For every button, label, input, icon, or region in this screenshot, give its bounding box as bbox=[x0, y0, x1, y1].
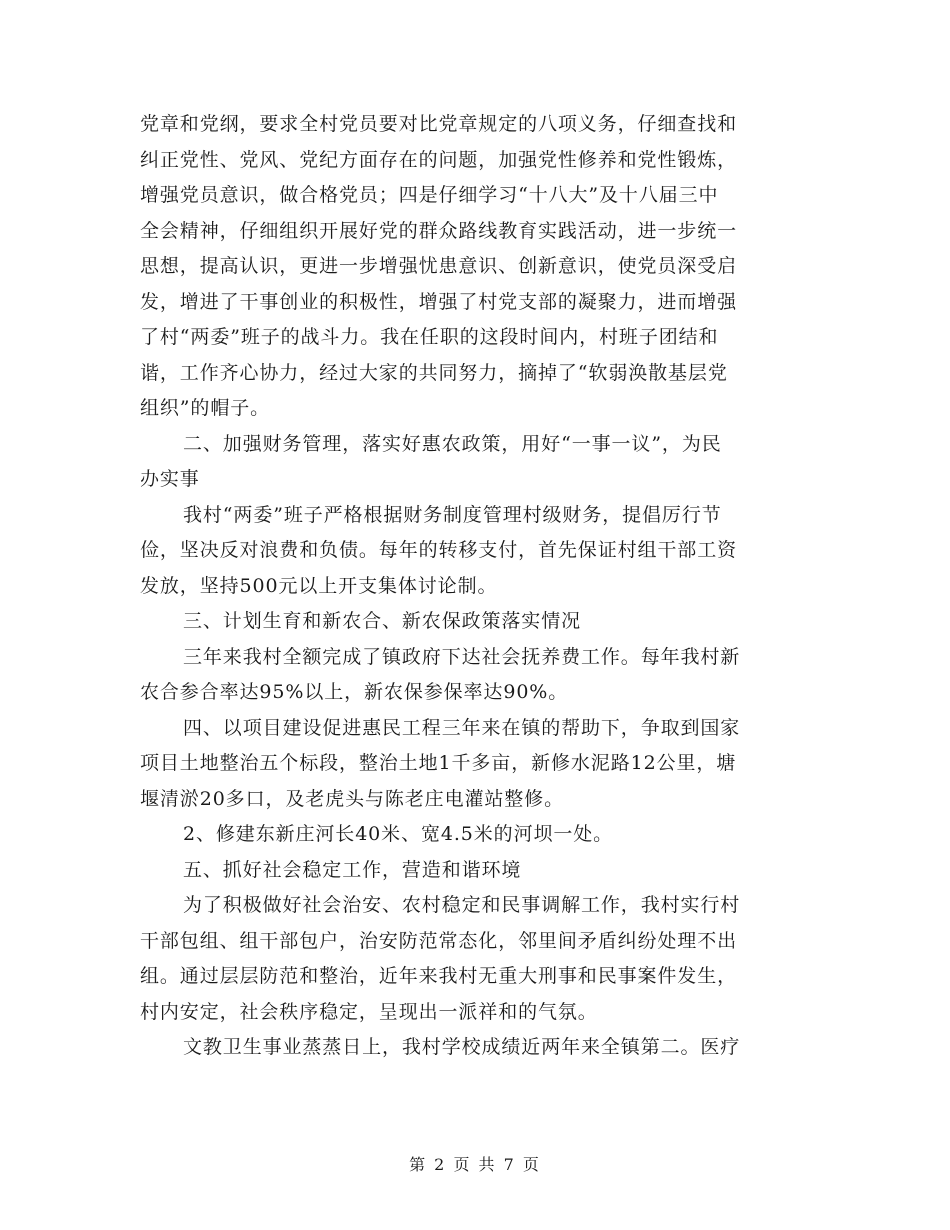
section-heading-continuation: 办实事 bbox=[140, 468, 200, 490]
document-body bbox=[140, 107, 805, 1066]
section-heading: 二、加强财务管理，落实好惠农政策，用好“一事一议”，为民 bbox=[183, 432, 722, 455]
section-heading: 四、以项目建设促进惠民工程三年来在镇的帮助下，争取到国家 bbox=[183, 716, 741, 739]
text-line: 组。通过层层防范和整治，近年来我村无重大刑事和民事案件发生， bbox=[140, 965, 738, 987]
text-line: 项目土地整治五个标段，整治土地1千多亩，新修水泥路12公里，塘 bbox=[140, 752, 737, 774]
text-line: 了村“两委”班子的战斗力。我在任职的这段时间内，村班子团结和 bbox=[140, 326, 719, 348]
text-line: 堰清淤20多口，及老虎头与陈老庄电灌站整修。 bbox=[140, 787, 564, 810]
text-line: 纠正党性、党风、党纪方面存在的问题，加强党性修养和党性锻炼， bbox=[140, 148, 738, 171]
text-line: 村内安定，社会秩序稳定，呈现出一派祥和的气氛。 bbox=[140, 1000, 598, 1023]
text-line: 思想，提高认识，更进一步增强忧患意识、创新意识，使党员深受启 bbox=[140, 255, 738, 277]
text-line: 干部包组、组干部包户，治安防范常态化，邻里间矛盾纠纷处理不出 bbox=[140, 929, 738, 952]
section-heading: 三、计划生育和新农合、新农保政策落实情况 bbox=[183, 610, 582, 632]
text-line: 三年来我村全额完成了镇政府下达社会抚养费工作。每年我村新 bbox=[183, 645, 741, 668]
text-line: 俭，坚决反对浪费和负债。每年的转移支付，首先保证村组干部工资 bbox=[140, 539, 738, 561]
page-number-footer: 第 2 页 共 7 页 bbox=[409, 1155, 541, 1174]
text-line: 党章和党纲，要求全村党员要对比党章规定的八项义务，仔细查找和 bbox=[140, 113, 738, 135]
text-line: 2、修建东新庄河长40米、宽4.5米的河坝一处。 bbox=[183, 823, 614, 845]
text-line: 农合参合率达95%以上，新农保参保率达90%。 bbox=[140, 681, 569, 703]
text-line: 组织”的帽子。 bbox=[140, 397, 271, 419]
text-line: 增强党员意识，做合格党员；四是仔细学习“十八大”及十八届三中 bbox=[140, 184, 719, 206]
text-line: 全会精神，仔细组织开展好党的群众路线教育实践活动，进一步统一 bbox=[140, 219, 738, 242]
text-line: 为了积极做好社会治安、农村稳定和民事调解工作，我村实行村 bbox=[183, 894, 741, 916]
text-line: 谐，工作齐心协力，经过大家的共同努力，摘掉了“软弱涣散基层党 bbox=[140, 361, 728, 384]
text-line: 我村“两委”班子严格根据财务制度管理村级财务，提倡厉行节 bbox=[183, 503, 722, 526]
text-line: 发，增进了干事创业的积极性，增强了村党支部的凝聚力，进而增强 bbox=[140, 290, 738, 313]
text-line: 发放，坚持500元以上开支集体讨论制。 bbox=[140, 574, 498, 597]
text-line: 文教卫生事业蒸蒸日上，我村学校成绩近两年来全镇第二。医疗 bbox=[183, 1036, 741, 1058]
section-heading: 五、抓好社会稳定工作，营造和谐环境 bbox=[183, 858, 522, 881]
